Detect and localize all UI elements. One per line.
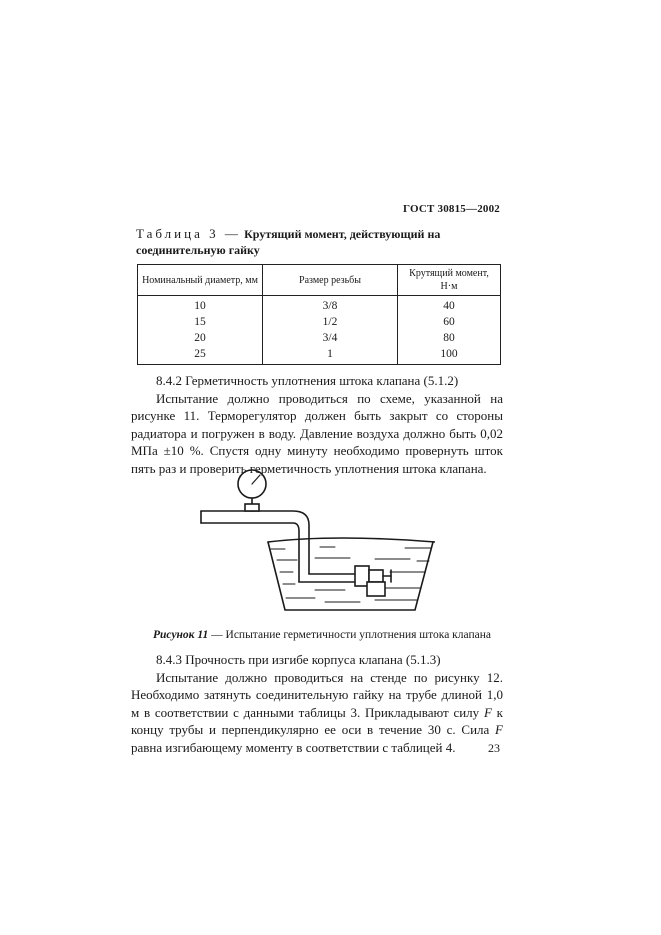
table-row: [138, 346, 501, 365]
cell-thread: 1: [263, 346, 398, 365]
cell-thread: 3/4: [263, 330, 398, 346]
table-caption: [136, 226, 504, 258]
body-text: равна изгибающему моменту в соответствии с таблицей 4.: [131, 739, 456, 755]
cell-thread: 1/2: [263, 314, 398, 330]
standard-id: ГОСТ 30815—2002: [403, 203, 500, 215]
cell-diameter: 25: [138, 346, 263, 365]
table-title: Крутящий момент, действующий на соединительную гайку: [136, 227, 441, 257]
column-header-torque: Крутящий момент, Н·м: [398, 265, 501, 296]
force-variable: F: [495, 722, 503, 738]
cell-torque: 80: [398, 330, 501, 346]
cell-thread: 3/8: [263, 296, 398, 315]
table-row: [138, 314, 501, 330]
cell-torque: 40: [398, 296, 501, 315]
cell-diameter: 15: [138, 314, 263, 330]
tank-rim: [268, 538, 435, 542]
pipe-top-edge: [201, 511, 355, 574]
test-rig-figure: [185, 462, 435, 622]
body-text: к концу трубы и перпендикулярно ее оси в течение 30 с. Сила: [131, 704, 503, 738]
cell-diameter: 10: [138, 296, 263, 315]
figure-label: Рисунок 11: [153, 629, 209, 641]
table-row: [138, 296, 501, 315]
table-label: Таблица 3 —: [136, 226, 241, 241]
torque-table: [137, 264, 501, 365]
section-heading: 8.4.2 Герметичность уплотнения штока клапана (5.1.2): [156, 373, 459, 388]
pipe-bottom-edge: [201, 523, 355, 582]
body-text: Испытание должно проводиться на стенде по рисунку 12. Необходимо затянуть соединительную гайку на трубе длиной 1,0 м в соответствии с данными таблицы 3. Прикладывают силу: [131, 669, 503, 720]
table-row: [138, 330, 501, 346]
figure-caption: [153, 629, 491, 641]
valve-nut: [367, 582, 385, 596]
cell-diameter: 20: [138, 330, 263, 346]
column-header-diameter: Номинальный диаметр, мм: [138, 265, 263, 296]
cell-torque: 60: [398, 314, 501, 330]
section-8-4-3: [131, 651, 503, 757]
section-heading: 8.4.3 Прочность при изгибе корпуса клапана (5.1.3): [156, 652, 441, 667]
cell-torque: 100: [398, 346, 501, 365]
column-header-thread-size: Размер резьбы: [263, 265, 398, 296]
page-number: 23: [488, 741, 500, 755]
table-header-row: [138, 265, 501, 296]
section-body: [131, 669, 503, 757]
figure-caption-text: — Испытание герметичности уплотнения штока клапана: [208, 629, 491, 641]
force-variable: F: [483, 704, 492, 720]
section-body: Испытание должно проводиться по схеме, указанной на рисунке 11. Терморегулятор должен быть закрыт со стороны радиатора и погружен в воду. Давление воздуха должно быть 0,02 МПа ±10 %. Спустя одну минуту необходимо провернуть шток пять раз и проверить герметичность уплотнения штока клапана.: [131, 390, 503, 476]
